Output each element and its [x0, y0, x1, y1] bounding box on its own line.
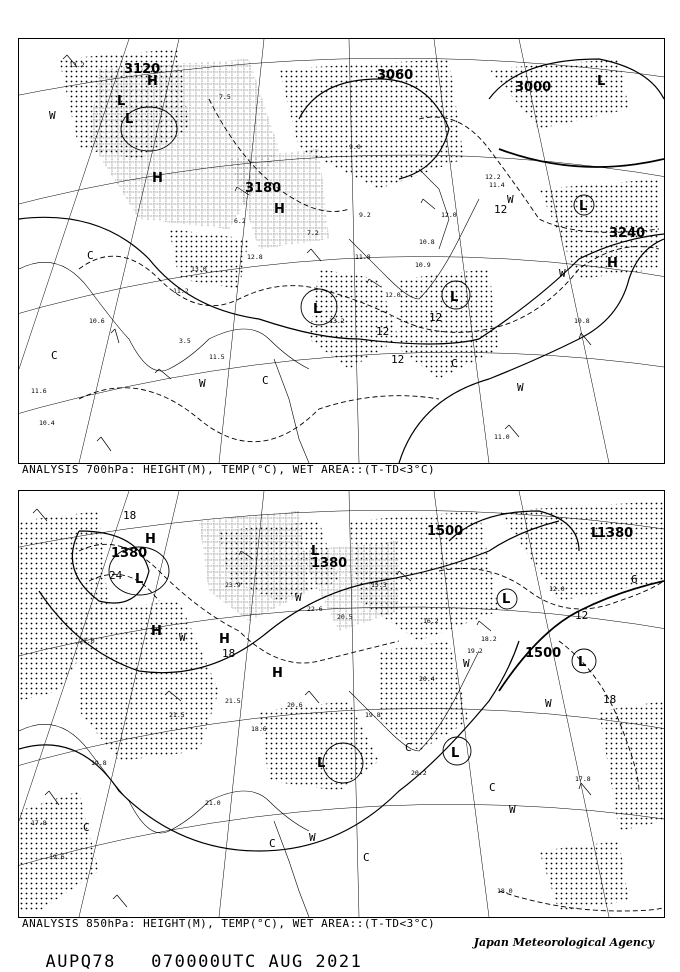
high-pressure-symbol: H: [152, 171, 163, 186]
chart-panel-850hpa: [18, 490, 665, 918]
warm-marker: W: [179, 631, 186, 644]
station-value: 9.2: [359, 211, 371, 219]
station-value: 12.0: [549, 585, 565, 593]
station-value: 16.2: [423, 617, 439, 625]
station-value: 19.8: [91, 759, 107, 767]
cold-marker: C: [405, 741, 412, 754]
station-value: 21.5: [169, 711, 185, 719]
station-value: 11.4: [489, 181, 505, 189]
low-pressure-symbol: L: [597, 74, 606, 89]
high-pressure-symbol: H: [151, 624, 162, 639]
contour-label: 1380: [111, 546, 148, 561]
warm-marker: W: [49, 109, 56, 122]
station-value: 19.6: [49, 853, 65, 861]
low-pressure-symbol: L: [117, 94, 126, 109]
low-pressure-symbol: L: [451, 746, 460, 761]
weather-map-700hpa: [19, 39, 664, 463]
low-pressure-symbol: L: [135, 572, 144, 587]
contour-label: 3240: [609, 226, 646, 241]
low-pressure-symbol: L: [579, 199, 588, 214]
station-value: 23.9: [225, 581, 241, 589]
station-value: 13.2: [69, 61, 85, 69]
isotherm-label: 12: [494, 203, 508, 216]
station-value: 11.8: [355, 253, 371, 261]
contour-label: 1500: [427, 524, 464, 539]
isotherm-label: 6: [631, 573, 638, 586]
station-value: 10.6: [89, 317, 105, 325]
warm-marker: W: [545, 697, 552, 710]
weather-map-850hpa: [19, 491, 664, 917]
high-pressure-symbol: H: [274, 202, 285, 217]
station-value: 11.6: [31, 387, 47, 395]
station-value: 12.8: [247, 253, 263, 261]
station-value: 20.4: [419, 675, 435, 683]
cold-marker: C: [83, 821, 90, 834]
warm-marker: W: [463, 657, 470, 670]
station-value: 12.0: [385, 291, 401, 299]
valid-datetime: 070000UTC AUG 2021: [151, 952, 363, 972]
station-value: 18.2: [481, 635, 497, 643]
warm-marker: W: [309, 831, 316, 844]
low-pressure-symbol: L: [502, 592, 511, 607]
station-value: 7.5: [219, 93, 231, 101]
cold-marker: C: [451, 357, 458, 370]
isotherm-label: 18: [222, 647, 236, 660]
station-value: 20.6: [287, 701, 303, 709]
warm-marker: W: [199, 377, 206, 390]
cold-marker: C: [87, 249, 94, 262]
contour-label: 1380: [597, 526, 634, 541]
contour-label: 3180: [245, 181, 282, 196]
isotherm-label: 12: [376, 325, 390, 338]
warm-marker: W: [295, 591, 302, 604]
station-value: 10.4: [39, 419, 55, 427]
contour-label: 3060: [377, 68, 414, 83]
agency-credit: Japan Meteorological Agency: [473, 936, 654, 949]
product-code: AUPQ78: [45, 952, 116, 972]
station-value: 10.8: [574, 317, 590, 325]
cold-marker: C: [269, 837, 276, 850]
station-value: 11.2: [173, 287, 189, 295]
low-pressure-symbol: L: [591, 526, 600, 541]
high-pressure-symbol: H: [147, 74, 158, 89]
station-value: 11.5: [209, 353, 225, 361]
low-pressure-symbol: L: [450, 290, 459, 305]
warm-marker: W: [507, 193, 514, 206]
contour-label: 1380: [311, 556, 348, 571]
station-value: 7.2: [307, 229, 319, 237]
high-pressure-symbol: H: [607, 256, 618, 271]
station-value: 21.5: [225, 697, 241, 705]
station-value: 18.6: [251, 725, 267, 733]
isotherm-label: 12: [575, 609, 589, 622]
station-value: 10.9: [415, 261, 431, 269]
station-value: 21.0: [79, 637, 95, 645]
isotherm-label: 12: [429, 311, 443, 324]
low-pressure-symbol: L: [578, 655, 587, 670]
station-value: 21.0: [205, 799, 221, 807]
cold-marker: C: [363, 851, 370, 864]
isotherm-label: 12: [391, 353, 405, 366]
station-value: 17.8: [575, 775, 591, 783]
station-value: 13.2: [329, 317, 345, 325]
low-pressure-symbol: L: [125, 112, 134, 127]
chart-id: [22, 932, 362, 972]
contour-label: 1500: [525, 646, 562, 661]
high-pressure-symbol: H: [272, 666, 283, 681]
station-value: 6.2: [234, 217, 246, 225]
warm-marker: W: [517, 381, 524, 394]
station-value: 11.0: [494, 433, 510, 441]
station-value: 20.5: [337, 613, 353, 621]
chart-panel-700hpa: [18, 38, 665, 464]
station-value: 13.0: [191, 265, 207, 273]
high-pressure-symbol: H: [145, 532, 156, 547]
warm-marker: W: [559, 267, 566, 280]
station-value: 9.0: [349, 143, 361, 151]
station-value: 15.3: [371, 581, 387, 589]
isotherm-label: 18: [123, 509, 137, 522]
station-value: 20.2: [411, 769, 427, 777]
isotherm-label: 24: [109, 569, 123, 582]
warm-marker: W: [509, 803, 516, 816]
station-value: 18.0: [497, 887, 513, 895]
caption-700hpa: ANALYSIS 700hPa: HEIGHT(M), TEMP(°C), WET AREA::(T-TD<3°C): [22, 463, 436, 476]
high-pressure-symbol: H: [219, 632, 230, 647]
station-value: 12.0: [441, 211, 457, 219]
low-pressure-symbol: L: [317, 756, 326, 771]
low-pressure-symbol: L: [313, 302, 322, 317]
contour-label: 3000: [515, 80, 552, 95]
station-value: 22.6: [307, 605, 323, 613]
cold-marker: C: [262, 374, 269, 387]
low-pressure-symbol: L: [311, 544, 320, 559]
cold-marker: C: [51, 349, 58, 362]
isotherm-label: 18: [603, 693, 617, 706]
caption-850hpa: ANALYSIS 850hPa: HEIGHT(M), TEMP(°C), WET AREA::(T-TD<3°C): [22, 917, 436, 930]
station-value: 10.8: [419, 238, 435, 246]
station-value: 3.5: [179, 337, 191, 345]
station-value: 19.2: [467, 647, 483, 655]
station-value: 17.8: [31, 819, 47, 827]
cold-marker: C: [489, 781, 496, 794]
contour-label: 3120: [124, 62, 161, 77]
station-value: 12.2: [485, 173, 501, 181]
station-value: 19.8: [365, 711, 381, 719]
